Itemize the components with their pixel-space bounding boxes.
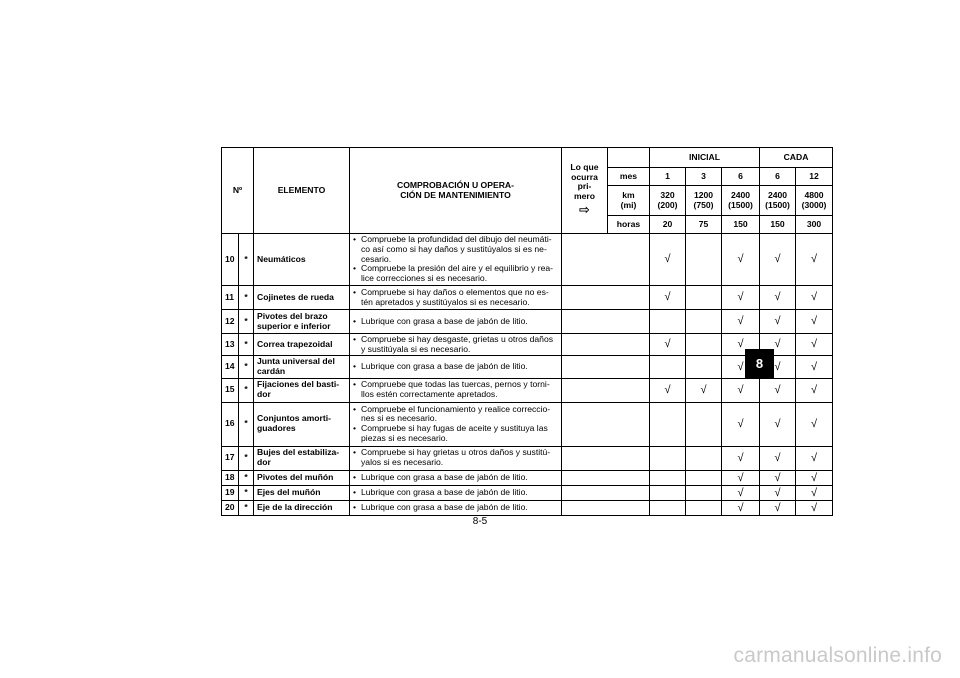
row-number: 12 [222, 310, 239, 334]
unit-value: 320 (200) [650, 186, 686, 216]
check-mark-icon: √ [650, 378, 686, 402]
check-mark-icon: √ [760, 356, 796, 378]
row-number: 20 [222, 501, 239, 516]
check-mark-icon: √ [796, 485, 833, 500]
check-mark-icon: √ [760, 402, 796, 446]
check-mark-icon: √ [760, 286, 796, 310]
row-star: * [239, 501, 254, 516]
row-blank [562, 234, 650, 286]
unit-value: 75 [686, 216, 722, 234]
table-row [222, 485, 833, 500]
check-mark-icon: √ [796, 356, 833, 378]
empty-cell [650, 310, 686, 334]
table-header [222, 148, 833, 234]
check-mark-icon: √ [796, 310, 833, 334]
check-list [353, 335, 558, 354]
check-mark-icon: √ [760, 501, 796, 516]
unit-value: 6 [722, 168, 760, 186]
check-mark-icon: √ [722, 356, 760, 378]
row-star: * [239, 234, 254, 286]
row-blank [562, 402, 650, 446]
row-element: Conjuntos amorti- guadores [254, 402, 350, 446]
check-mark-icon: √ [722, 485, 760, 500]
check-mark-icon: √ [760, 446, 796, 470]
check-mark-icon: √ [722, 286, 760, 310]
check-mark-icon: √ [796, 286, 833, 310]
check-mark-icon: √ [722, 234, 760, 286]
check-mark-icon: √ [796, 402, 833, 446]
unit-label: km (mi) [608, 186, 650, 216]
arrow-right-icon: ⇨ [579, 202, 590, 218]
row-element: Bujes del estabiliza- dor [254, 446, 350, 470]
row-check-text [350, 234, 562, 286]
table-row [222, 402, 833, 446]
row-element: Eje de la dirección [254, 501, 350, 516]
check-mark-icon: √ [760, 378, 796, 402]
check-list [353, 288, 558, 307]
check-mark-icon: √ [722, 334, 760, 356]
empty-cell [686, 356, 722, 378]
unit-value: 12 [796, 168, 833, 186]
empty-cell [650, 485, 686, 500]
row-star: * [239, 485, 254, 500]
row-star: * [239, 446, 254, 470]
section-tab: 8 [745, 349, 774, 378]
unit-value: 4800 (3000) [796, 186, 833, 216]
unit-value: 300 [796, 216, 833, 234]
header-check: COMPROBACIÓN U OPERA- CIÓN DE MANTENIMIENTO [350, 148, 562, 234]
row-check-text [350, 356, 562, 378]
check-mark-icon: √ [686, 378, 722, 402]
row-star: * [239, 378, 254, 402]
check-item: • Compruebe que todas las tuercas, pernos y torni- llos estén correctamente apretados. [353, 380, 558, 399]
row-number: 18 [222, 470, 239, 485]
row-number: 16 [222, 402, 239, 446]
check-mark-icon: √ [650, 286, 686, 310]
check-mark-icon: √ [796, 234, 833, 286]
unit-value: 2400 (1500) [760, 186, 796, 216]
empty-cell [686, 310, 722, 334]
header-initial: INICIAL [650, 148, 760, 168]
row-blank [562, 356, 650, 378]
check-item: • Lubrique con grasa a base de jabón de litio. [353, 488, 558, 498]
empty-cell [650, 446, 686, 470]
row-number: 13 [222, 334, 239, 356]
row-check-text [350, 334, 562, 356]
check-mark-icon: √ [796, 378, 833, 402]
unit-value: 150 [760, 216, 796, 234]
check-item: • Lubrique con grasa a base de jabón de litio. [353, 317, 558, 327]
check-mark-icon: √ [760, 485, 796, 500]
check-mark-icon: √ [796, 470, 833, 485]
check-mark-icon: √ [722, 310, 760, 334]
check-mark-icon: √ [722, 446, 760, 470]
check-list [353, 503, 558, 513]
row-element: Junta universal del cardán [254, 356, 350, 378]
check-mark-icon: √ [796, 446, 833, 470]
table-row [222, 310, 833, 334]
empty-cell [650, 470, 686, 485]
unit-value: 1 [650, 168, 686, 186]
row-blank [562, 485, 650, 500]
check-mark-icon: √ [722, 501, 760, 516]
row-check-text [350, 378, 562, 402]
unit-label: mes [608, 168, 650, 186]
empty-cell [650, 501, 686, 516]
check-mark-icon: √ [722, 378, 760, 402]
header-corner [608, 148, 650, 168]
row-element: Correa trapezoidal [254, 334, 350, 356]
check-item: • Lubrique con grasa a base de jabón de litio. [353, 503, 558, 513]
row-star: * [239, 286, 254, 310]
row-element: Pivotes del brazo superior e inferior [254, 310, 350, 334]
empty-cell [686, 501, 722, 516]
row-check-text [350, 501, 562, 516]
check-item: • Compruebe el funcionamiento y realice correccio- nes si es necesario. [353, 405, 558, 424]
unit-value: 3 [686, 168, 722, 186]
row-blank [562, 378, 650, 402]
row-number: 17 [222, 446, 239, 470]
check-list [353, 448, 558, 467]
unit-value: 20 [650, 216, 686, 234]
empty-cell [686, 286, 722, 310]
row-element: Ejes del muñón [254, 485, 350, 500]
row-check-text [350, 446, 562, 470]
check-mark-icon: √ [760, 470, 796, 485]
check-list [353, 235, 558, 283]
check-item: • Compruebe si hay fugas de aceite y sustituya las piezas si es necesario. [353, 424, 558, 443]
row-check-text [350, 485, 562, 500]
table-row [222, 446, 833, 470]
unit-value: 150 [722, 216, 760, 234]
table-row [222, 234, 833, 286]
empty-cell [686, 334, 722, 356]
row-check-text [350, 310, 562, 334]
check-item: • Lubrique con grasa a base de jabón de litio. [353, 362, 558, 372]
table-row [222, 501, 833, 516]
check-mark-icon: √ [760, 234, 796, 286]
header-first [562, 148, 608, 234]
row-blank [562, 501, 650, 516]
check-item: • Compruebe la presión del aire y el equilibrio y rea- lice correcciones si es necesario. [353, 264, 558, 283]
watermark: carmanualsonline.info [733, 644, 942, 667]
table-row [222, 470, 833, 485]
empty-cell [686, 234, 722, 286]
table-row [222, 356, 833, 378]
check-list [353, 488, 558, 498]
table-body [222, 234, 833, 516]
table-row [222, 334, 833, 356]
check-mark-icon: √ [796, 334, 833, 356]
row-blank [562, 334, 650, 356]
unit-value: 1200 (750) [686, 186, 722, 216]
row-element: Cojinetes de rueda [254, 286, 350, 310]
row-blank [562, 470, 650, 485]
maintenance-table [221, 147, 833, 516]
empty-cell [650, 402, 686, 446]
unit-label: horas [608, 216, 650, 234]
check-list [353, 362, 558, 372]
row-number: 19 [222, 485, 239, 500]
check-mark-icon: √ [796, 501, 833, 516]
check-mark-icon: √ [722, 402, 760, 446]
check-list [353, 317, 558, 327]
check-item: • Compruebe si hay grietas u otros daños y sustitú- yalos si es necesario. [353, 448, 558, 467]
check-mark-icon: √ [650, 334, 686, 356]
empty-cell [686, 402, 722, 446]
row-number: 10 [222, 234, 239, 286]
check-mark-icon: √ [650, 234, 686, 286]
row-blank [562, 286, 650, 310]
row-star: * [239, 356, 254, 378]
table-row [222, 286, 833, 310]
check-item: • Compruebe si hay desgaste, grietas u otros daños y sustitúyala si es necesario. [353, 335, 558, 354]
header-every: CADA [760, 148, 833, 168]
row-number: 15 [222, 378, 239, 402]
check-mark-icon: √ [722, 470, 760, 485]
header-no: Nº [222, 148, 254, 234]
row-check-text [350, 402, 562, 446]
check-item: • Compruebe si hay daños o elementos que no es- tén apretados y sustitúyalos si es necesario. [353, 288, 558, 307]
check-mark-icon: √ [760, 334, 796, 356]
row-star: * [239, 334, 254, 356]
row-check-text [350, 470, 562, 485]
empty-cell [686, 470, 722, 485]
row-element: Fijaciones del basti- dor [254, 378, 350, 402]
check-list [353, 473, 558, 483]
table-row [222, 378, 833, 402]
row-star: * [239, 470, 254, 485]
check-list [353, 405, 558, 444]
unit-value: 2400 (1500) [722, 186, 760, 216]
check-item: • Compruebe la profundidad del dibujo del neumáti- co así como si hay daños y sustitúyalos si es ne- cesario. [353, 235, 558, 264]
check-mark-icon: √ [760, 310, 796, 334]
check-item: • Lubrique con grasa a base de jabón de litio. [353, 473, 558, 483]
empty-cell [686, 485, 722, 500]
unit-value: 6 [760, 168, 796, 186]
header-first-label: Lo que ocurra pri- mero [570, 161, 599, 201]
empty-cell [686, 446, 722, 470]
row-check-text [350, 286, 562, 310]
row-element: Neumáticos [254, 234, 350, 286]
row-element: Pivotes del muñón [254, 470, 350, 485]
empty-cell [650, 356, 686, 378]
row-star: * [239, 402, 254, 446]
page-number: 8-5 [472, 516, 488, 527]
header-element: ELEMENTO [254, 148, 350, 234]
row-blank [562, 446, 650, 470]
check-list [353, 380, 558, 399]
row-number: 14 [222, 356, 239, 378]
row-blank [562, 310, 650, 334]
row-number: 11 [222, 286, 239, 310]
row-star: * [239, 310, 254, 334]
